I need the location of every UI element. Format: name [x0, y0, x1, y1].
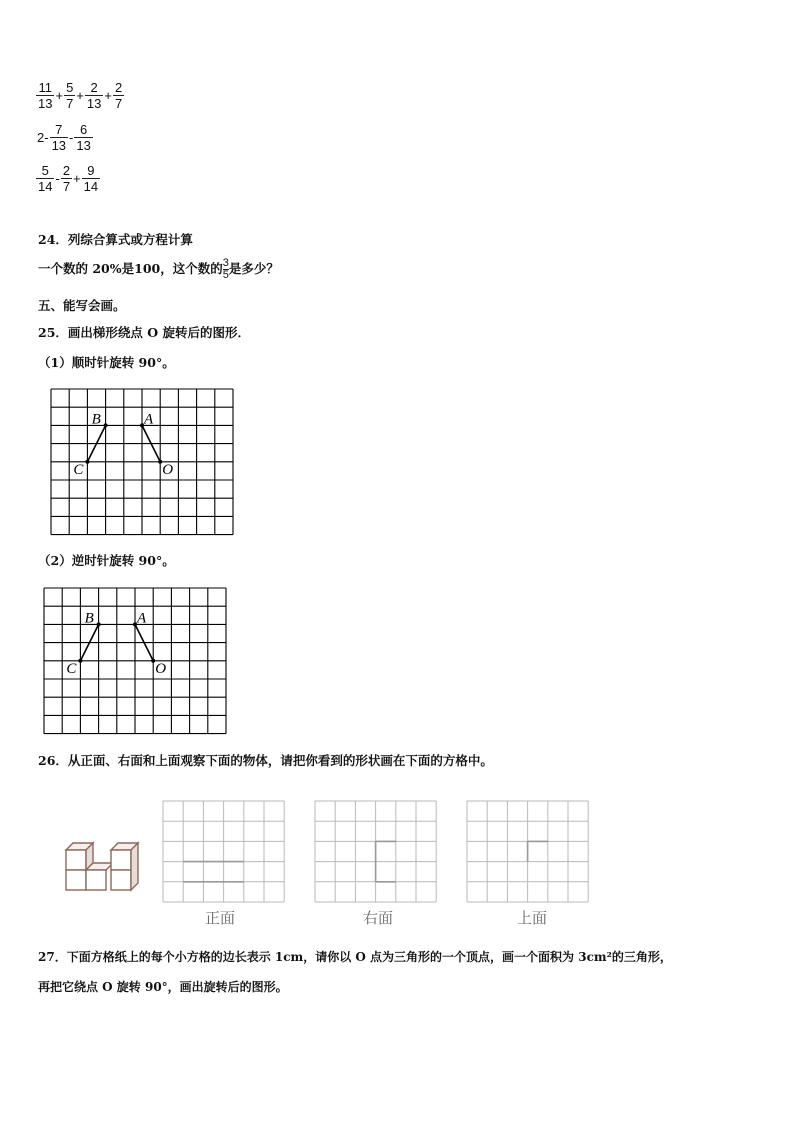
expression-2: [36, 122, 93, 153]
denominator: 13: [38, 96, 53, 111]
vertex-dot: [158, 460, 162, 464]
view-highlight: [528, 841, 548, 861]
fraction: [82, 163, 100, 194]
point-c-label: C: [73, 461, 84, 478]
vertex-dot: [85, 460, 89, 464]
expression-3: [36, 163, 100, 194]
fraction: [74, 122, 92, 153]
operator: 2-: [37, 130, 49, 145]
section-5-heading: 五、能写会画。: [38, 298, 126, 313]
vertex-dot: [78, 659, 82, 663]
fraction: [50, 122, 68, 153]
numerator: 2: [85, 80, 103, 96]
vertex-dot: [140, 423, 144, 427]
fraction: [36, 80, 54, 111]
denominator: 13: [86, 96, 102, 111]
point-b-label: B: [91, 411, 101, 428]
q24-frac-den: 5: [222, 269, 229, 281]
q26-title: 26．从正面、右面和上面观察下面的物体，请把你看到的形状画在下面的方格中。: [38, 753, 493, 768]
q27-line2: 再把它绕点 O 旋转 90°，画出旋转后的图形。: [38, 980, 288, 994]
denominator: 14: [38, 179, 53, 194]
rotation-grid-1[interactable]: [50, 388, 246, 536]
denominator: 14: [83, 179, 99, 194]
fraction: [36, 163, 54, 194]
vertex-dot: [104, 423, 108, 427]
point-c-label: C: [66, 660, 77, 677]
top-view-label: 上面: [517, 909, 548, 927]
numerator: 5: [66, 80, 74, 95]
numerator: 11: [36, 80, 54, 96]
denominator: 7: [62, 179, 71, 194]
point-a-label: A: [144, 411, 154, 428]
fraction: [85, 80, 103, 111]
view-grid-lines: [163, 801, 284, 902]
vertex-dot: [133, 622, 137, 626]
right-view-grid[interactable]: [314, 800, 442, 905]
denominator: 13: [76, 138, 91, 153]
expression-1: [36, 80, 124, 111]
top-view-grid[interactable]: [466, 800, 594, 905]
q24-text-before: 一个数的 20%是100，这个数的: [38, 261, 223, 276]
denominator: 13: [51, 138, 67, 153]
q25-part1: （1）顺时针旋转 90°。: [38, 355, 175, 370]
operator: -: [69, 130, 74, 145]
q24-text: [38, 258, 279, 281]
vertex-dot: [151, 659, 155, 663]
denominator: 7: [66, 96, 74, 111]
operator: +: [104, 88, 112, 103]
q24-frac-num: 3: [222, 257, 229, 269]
rotation-grid-2[interactable]: [43, 587, 239, 735]
denominator: 7: [114, 96, 123, 111]
operator: -: [55, 171, 60, 186]
fraction: [113, 80, 124, 111]
numerator: 5: [36, 163, 54, 179]
cube-solid-figure: [64, 838, 144, 894]
operator: +: [55, 88, 64, 103]
numerator: 7: [50, 122, 68, 138]
vertex-dot: [97, 622, 101, 626]
front-view-grid[interactable]: [162, 800, 290, 905]
right-view-label: 右面: [363, 909, 394, 927]
point-a-label: A: [137, 610, 147, 627]
point-b-label: B: [84, 610, 94, 627]
numerator: 2: [62, 163, 71, 178]
numerator: 6: [74, 122, 92, 138]
point-o-label: O: [162, 461, 174, 478]
operator: +: [76, 88, 84, 103]
q25-title: 25．画出梯形绕点 O 旋转后的图形．: [38, 325, 250, 340]
fraction: [64, 80, 75, 111]
front-view-label: 正面: [205, 909, 236, 927]
q24-title: 24．列综合算式或方程计算: [38, 232, 193, 247]
view-highlight: [183, 862, 244, 882]
numerator: 2: [114, 80, 123, 95]
operator: +: [73, 171, 81, 186]
q27-line1: 27．下面方格纸上的每个小方格的边长表示 1cm，请你以 O 点为三角形的一个顶点，画一个面积为 3cm²的三角形，: [38, 950, 672, 964]
q25-part2: （2）逆时针旋转 90°。: [38, 553, 175, 568]
fraction: [61, 163, 72, 194]
point-o-label: O: [155, 660, 167, 677]
q24-text-after: 是多少？: [228, 261, 279, 276]
numerator: 9: [82, 163, 100, 179]
